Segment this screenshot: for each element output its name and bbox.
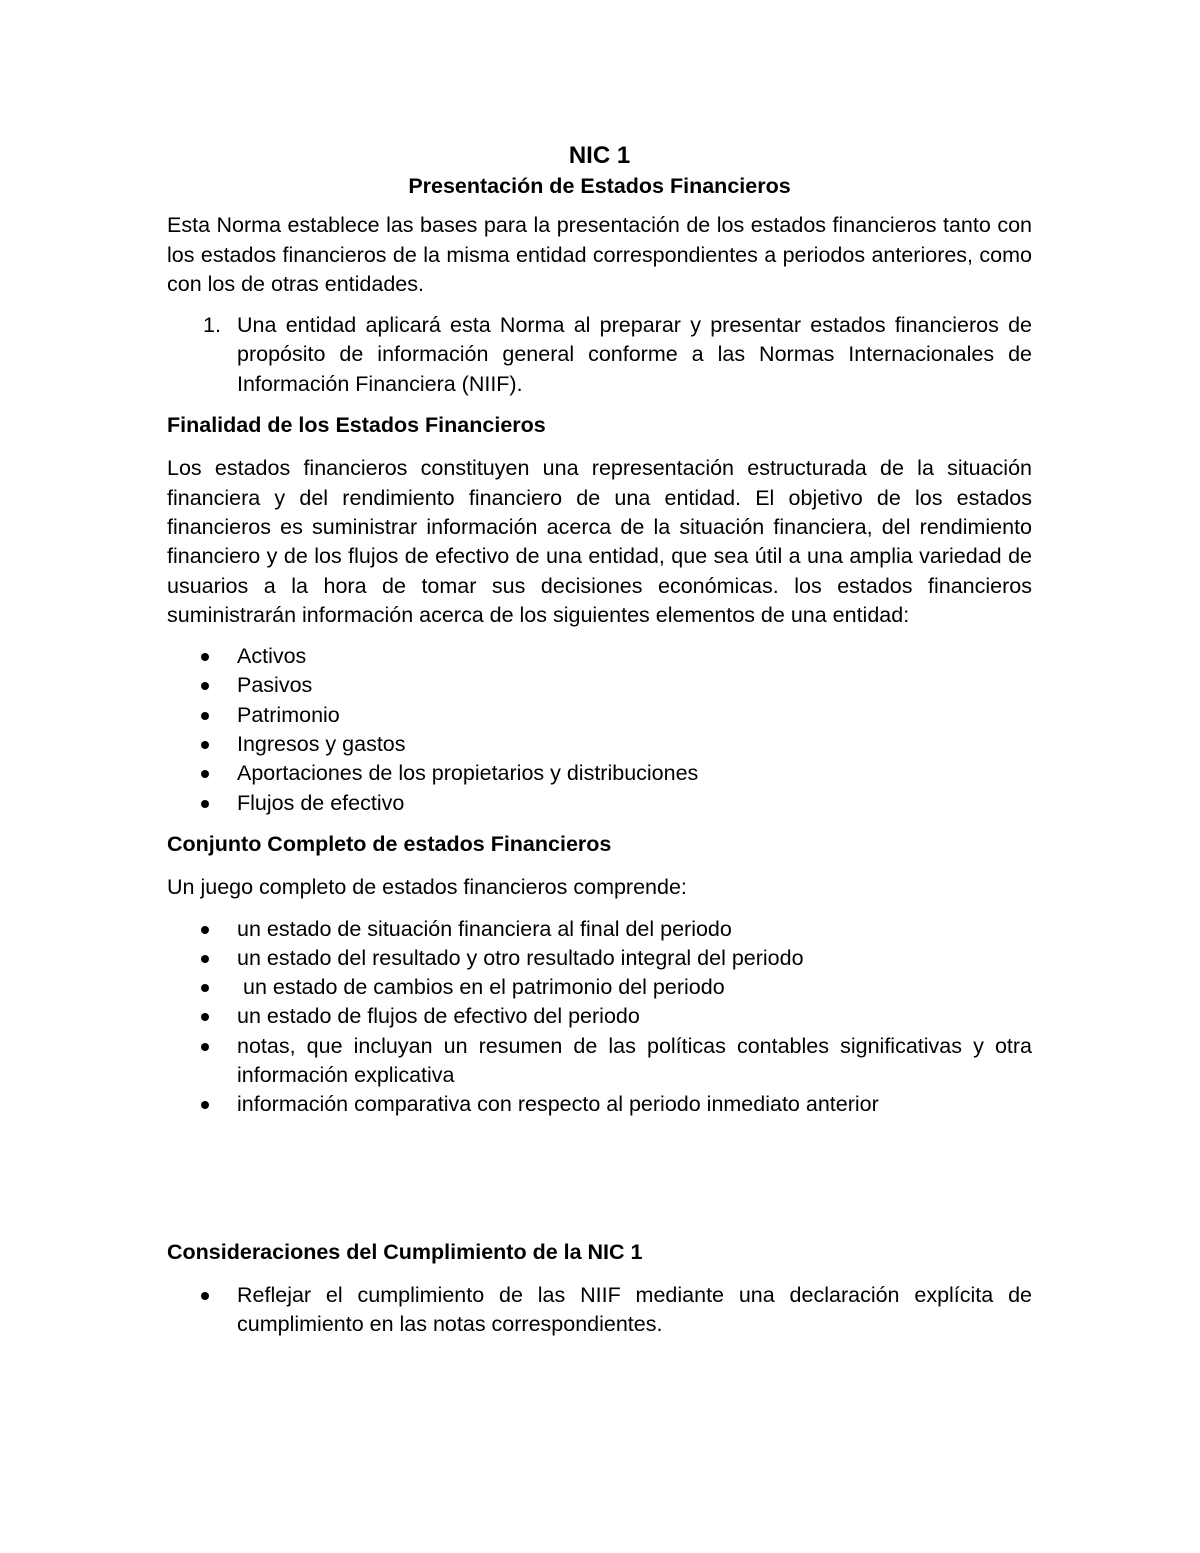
bullet-item-text: información comparativa con respecto al periodo inmediato anterior	[237, 1092, 879, 1117]
bullet-icon	[201, 1043, 209, 1051]
bullet-icon	[201, 984, 209, 992]
bullet-item-text: Flujos de efectivo	[237, 790, 405, 815]
bullet-list-item	[167, 1002, 1032, 1031]
bullet-item-text: un estado del resultado y otro resultado integral del periodo	[237, 945, 804, 970]
elements-bullet-list	[167, 642, 1032, 818]
finalidad-paragraph: Los estados financieros constituyen una representación estructurada de la situación financiera y del rendimiento financiero de una entidad. El objetivo de los estados financieros es suministrar información acerca de la situación financiera, del rendimiento financiero y de los flujos de efectivo de una entidad, que sea útil a una amplia variedad de usuarios a la hora de tomar sus decisiones económicas. los estados financieros suministrarán información acerca de los siguientes elementos de una entidad:	[167, 456, 1032, 627]
bullet-item-text: un estado de situación financiera al final del periodo	[237, 916, 732, 941]
bullet-icon	[201, 712, 209, 720]
blank-space	[167, 1132, 1032, 1238]
bullet-list-item	[167, 642, 1032, 671]
bullet-list-item	[167, 915, 1032, 944]
numbered-list-item-text: Una entidad aplicará esta Norma al preparar y presentar estados financieros de propósito de información general conforme a las Normas Internacionales de Información Financiera (NIIF).	[237, 313, 1032, 396]
bullet-icon	[201, 1101, 209, 1109]
bullet-item-text: Reflejar el cumplimiento de las NIIF mediante una declaración explícita de cumplimiento en las notas correspondientes.	[237, 1282, 1032, 1337]
bullet-icon	[201, 1013, 209, 1021]
bullet-item-text: un estado de cambios en el patrimonio del periodo	[237, 975, 725, 1000]
section-heading-consideraciones: Consideraciones del Cumplimiento de la NIC 1	[167, 1239, 643, 1264]
bullet-icon	[201, 926, 209, 934]
bullet-list-item	[167, 730, 1032, 759]
bullet-item-text: Activos	[237, 644, 307, 669]
bullet-list-item	[167, 671, 1032, 700]
bullet-list-item	[167, 759, 1032, 788]
bullet-item-text: Ingresos y gastos	[237, 732, 406, 757]
bullet-item-text: Patrimonio	[237, 702, 340, 727]
bullet-item-text: notas, que incluyan un resumen de las políticas contables significativas y otra información explicativa	[237, 1033, 1032, 1088]
bullet-list-item	[167, 1090, 1032, 1119]
document-title: NIC 1	[568, 142, 631, 169]
compliance-bullet-list	[167, 1281, 1032, 1340]
bullet-item-text: Pasivos	[237, 673, 313, 698]
bullet-item-text: Aportaciones de los propietarios y distribuciones	[237, 761, 699, 786]
section-heading-finalidad: Finalidad de los Estados Financieros	[167, 413, 546, 438]
statements-bullet-list	[167, 915, 1032, 1120]
bullet-list-item	[167, 1281, 1032, 1340]
numbered-list-item	[167, 311, 1032, 399]
document-subtitle: Presentación de Estados Financieros	[408, 174, 791, 198]
bullet-list-item	[167, 1032, 1032, 1091]
bullet-list-item	[167, 973, 1032, 1002]
bullet-list-item	[167, 701, 1032, 730]
section-heading-conjunto: Conjunto Completo de estados Financieros	[167, 831, 612, 856]
bullet-icon	[201, 770, 209, 778]
bullet-icon	[201, 653, 209, 661]
bullet-icon	[201, 800, 209, 808]
bullet-list-item	[167, 789, 1032, 818]
list-number: 1.	[203, 313, 221, 338]
numbered-list	[167, 311, 1032, 399]
bullet-icon	[201, 741, 209, 749]
bullet-icon	[201, 955, 209, 963]
bullet-icon	[201, 1292, 209, 1300]
conjunto-paragraph: Un juego completo de estados financieros comprende:	[167, 875, 687, 900]
intro-paragraph: Esta Norma establece las bases para la presentación de los estados financieros tanto con los estados financieros de la misma entidad correspondientes a periodos anteriores, como con los de otras entidades.	[167, 213, 1032, 296]
bullet-icon	[201, 682, 209, 690]
document-page	[167, 140, 1032, 1352]
bullet-item-text: un estado de flujos de efectivo del periodo	[237, 1004, 640, 1029]
bullet-list-item	[167, 944, 1032, 973]
